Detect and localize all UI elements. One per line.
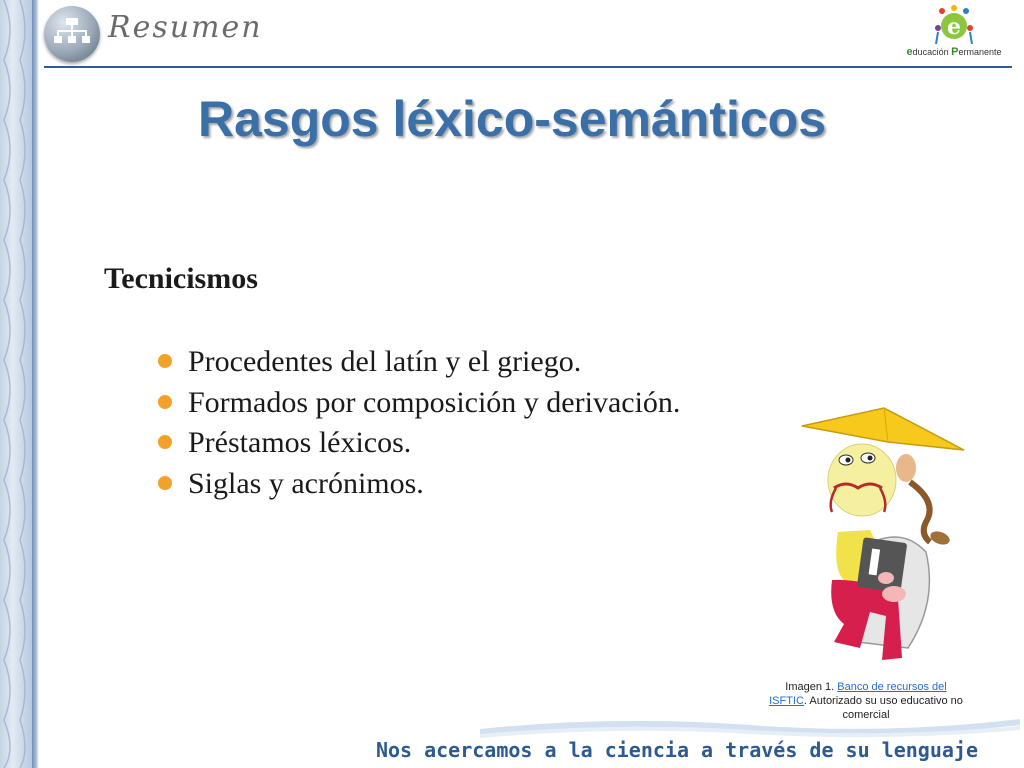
subtitle: Tecnicismos [104,262,258,295]
list-item [156,383,680,424]
sitemap-icon [54,18,90,48]
caption-prefix: Imagen 1. [785,681,838,693]
svg-text:e: e [947,14,961,40]
list-item [156,342,680,383]
brand-cap-e: e [906,46,913,58]
footer-tagline: Nos acercamos a la ciencia a través de su lenguaje [375,738,978,762]
header-rule [44,66,1012,68]
bullet-dot-icon [158,435,172,449]
caption-link[interactable]: Banco de recursos del ISFTIC [769,681,947,707]
brand-text [898,46,1010,58]
scholar-illustration [798,402,970,664]
brand-mark-icon [934,4,974,46]
section-label: Resumen [108,10,263,45]
bullet-text: Préstamos léxicos. [188,426,412,459]
bullet-text: Formados por composición y derivación. [188,385,681,419]
list-item [156,423,680,464]
header-logo [44,6,100,62]
list-item [156,464,680,505]
bullet-dot-icon [158,395,172,409]
bullet-list [156,342,680,504]
bullet-dot-icon [158,476,172,490]
slide-title: Rasgos léxico-semánticos [197,91,827,147]
caption-suffix: . Autorizado su uso educativo no comercial [803,695,963,721]
bullet-text: Siglas y acrónimos. [188,466,424,500]
brand-word-2: ermanente [958,47,1002,57]
brand-word-1: ducación [912,47,952,57]
bullet-text: Procedentes del latín y el griego. [188,345,582,378]
footer-wave [480,716,1020,740]
brand-cap-p: P [951,46,959,58]
educacion-permanente-logo [898,4,1010,62]
bullet-dot-icon [158,354,172,368]
